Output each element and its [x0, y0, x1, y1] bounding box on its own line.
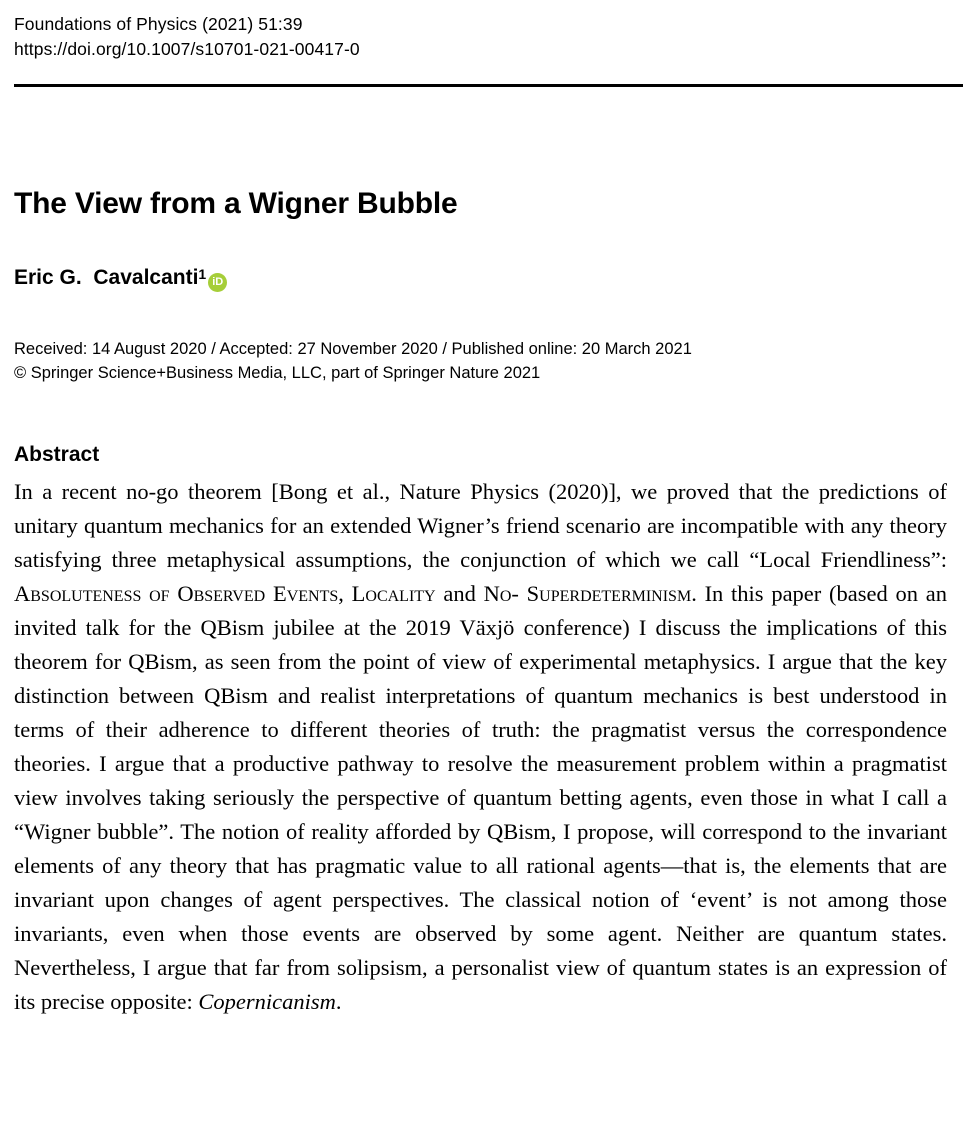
- abstract-sep-2: and: [435, 581, 484, 606]
- author-name: Eric G. Cavalcanti: [14, 266, 199, 289]
- article-history: Received: 14 August 2020 / Accepted: 27 November 2020 / Published online: 20 March 2021: [14, 340, 692, 358]
- copyright-line: © Springer Science+Business Media, LLC, part of Springer Nature 2021: [14, 364, 541, 382]
- abstract-part-1: In a recent no-go theorem [Bong et al., Nature Physics (2020)], we proved that the predictions of unitary quantum mechanics for an extended Wigner’s friend scenario are incompatible with any theory satisfying three metaphysical assumptions, the conjunction of which we call “Local Friendliness”:: [14, 479, 947, 572]
- orcid-id-icon[interactable]: [208, 273, 227, 292]
- journal-header: [14, 0, 955, 62]
- author-affiliation-marker: 1: [198, 266, 207, 282]
- article-body: [14, 187, 955, 1019]
- abstract-part-3: .: [335, 989, 342, 1014]
- header-divider: [14, 84, 963, 87]
- abstract-text: [14, 475, 947, 1019]
- assumption-locality: Locality: [351, 581, 436, 606]
- doi-link[interactable]: https://doi.org/10.1007/s10701-021-00417-0: [14, 39, 360, 59]
- abstract-sep-1: ,: [338, 581, 352, 606]
- assumption-absoluteness: Absoluteness of Observed Events: [14, 581, 339, 606]
- assumption-no-superdeterminism: No- Superdeterminism: [483, 581, 692, 606]
- page-title: The View from a Wigner Bubble: [14, 187, 458, 220]
- abstract-part-2: . In this paper (based on an invited talk for the QBism jubilee at the 2019 Växjö conference) I discuss the implications of this theorem for QBism, as seen from the point of view of experimental metaphysics. I argue that the key distinction between QBism and realist interpretations of quantum mechanics is best understood in terms of their adherence to different theories of truth: the pragmatist versus the correspondence theories. I argue that a productive pathway to resolve the measurement problem within a pragmatist view involves taking seriously the perspective of quantum betting agents, even those in what I call a “Wigner bubble”. The notion of reality afforded by QBism, I propose, will correspond to the invariant elements of any theory that has pragmatic value to all rational agents—that is, the elements that are invariant upon changes of agent perspectives. The classical notion of ‘event’ is not among those invariants, even when those events are observed by some agent. Neither are quantum states. Nevertheless, I argue that far from solipsism, a personalist view of quantum states is an expression of its precise opposite:: [14, 581, 947, 1014]
- abstract-heading: Abstract: [14, 443, 100, 466]
- author-list: [14, 266, 955, 292]
- journal-citation: Foundations of Physics (2021) 51:39: [14, 14, 303, 34]
- abstract-emphasis-copernicanism: Copernicanism: [198, 989, 336, 1014]
